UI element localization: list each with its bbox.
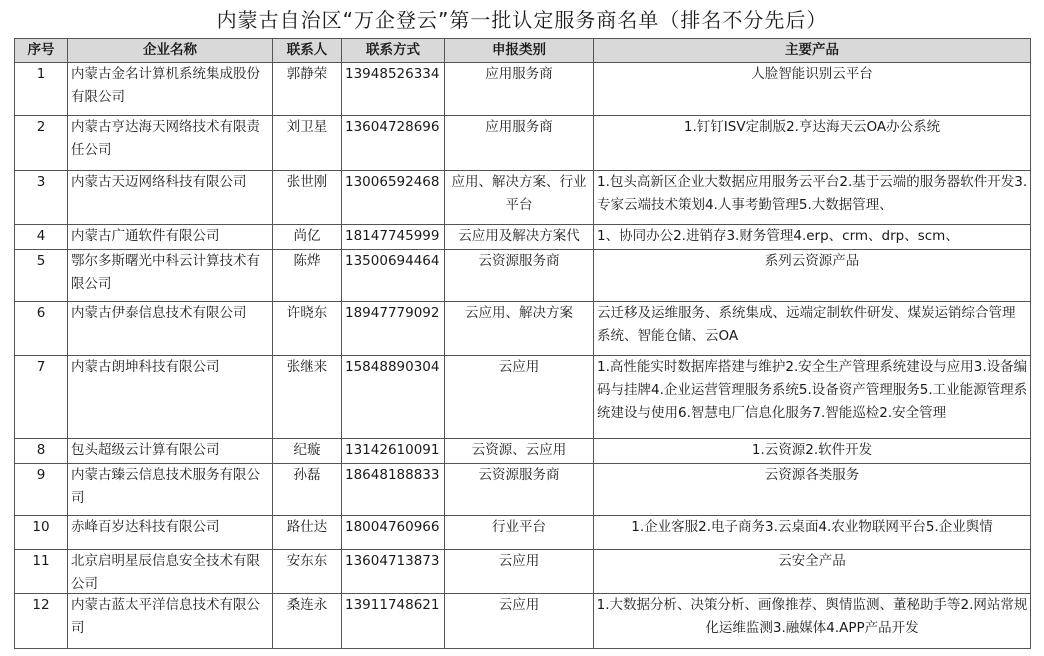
cell-product: 云资源各类服务 [594, 464, 1031, 516]
cell-no: 9 [15, 464, 68, 516]
cell-company: 内蒙古金名计算机系统集成股份有限公司 [68, 63, 273, 116]
cell-product: 1.钉钉ISV定制版2.亨达海天云OA办公系统 [594, 116, 1031, 171]
table-row [15, 116, 1031, 171]
cell-contact: 孙磊 [273, 464, 342, 516]
cell-company: 内蒙古广通软件有限公司 [68, 225, 273, 250]
cell-contact: 桑连永 [273, 594, 342, 649]
cell-no: 12 [15, 594, 68, 649]
table-row [15, 594, 1031, 649]
cell-product: 系列云资源产品 [594, 250, 1031, 302]
table-row [15, 171, 1031, 225]
cell-no: 6 [15, 302, 68, 356]
cell-company: 赤峰百岁达科技有限公司 [68, 516, 273, 550]
cell-company: 内蒙古亨达海天网络技术有限责任公司 [68, 116, 273, 171]
cell-category: 应用服务商 [445, 116, 594, 171]
cell-company: 内蒙古伊泰信息技术有限公司 [68, 302, 273, 356]
cell-product: 1.大数据分析、决策分析、画像推荐、舆情监测、董秘助手等2.网站常规化运维监测3.融媒体4.APP产品开发 [594, 594, 1031, 649]
cell-product: 1.云资源2.软件开发 [594, 439, 1031, 464]
header-contact: 联系人 [273, 39, 342, 63]
header-product: 主要产品 [594, 39, 1031, 63]
table-row [15, 63, 1031, 116]
cell-no: 4 [15, 225, 68, 250]
cell-no: 1 [15, 63, 68, 116]
cell-phone: 13006592468 [342, 171, 445, 225]
cell-product: 1、协同办公2.进销存3.财务管理4.erp、crm、drp、scm、 [594, 225, 1031, 250]
cell-no: 7 [15, 356, 68, 439]
cell-contact: 安东东 [273, 550, 342, 594]
cell-category: 云应用 [445, 356, 594, 439]
cell-company: 鄂尔多斯曙光中科云计算技术有限公司 [68, 250, 273, 302]
cell-contact: 陈烨 [273, 250, 342, 302]
cell-contact: 张世刚 [273, 171, 342, 225]
cell-no: 11 [15, 550, 68, 594]
header-row [15, 39, 1031, 63]
cell-product: 1.企业客服2.电子商务3.云桌面4.农业物联网平台5.企业舆情 [594, 516, 1031, 550]
cell-phone: 13604728696 [342, 116, 445, 171]
cell-no: 5 [15, 250, 68, 302]
cell-contact: 尚亿 [273, 225, 342, 250]
cell-phone: 18004760966 [342, 516, 445, 550]
cell-product: 1.包头高新区企业大数据应用服务云平台2.基于云端的服务器软件开发3.专家云端技术策划4.人事考勤管理5.大数据管理、 [594, 171, 1031, 225]
table-row [15, 302, 1031, 356]
header-company: 企业名称 [68, 39, 273, 63]
table-row [15, 516, 1031, 550]
cell-no: 10 [15, 516, 68, 550]
cell-category: 云资源、云应用 [445, 439, 594, 464]
header-no: 序号 [15, 39, 68, 63]
cell-contact: 刘卫星 [273, 116, 342, 171]
cell-company: 内蒙古朗坤科技有限公司 [68, 356, 273, 439]
cell-category: 应用服务商 [445, 63, 594, 116]
cell-contact: 纪璇 [273, 439, 342, 464]
cell-phone: 13142610091 [342, 439, 445, 464]
table-row [15, 356, 1031, 439]
cell-no: 2 [15, 116, 68, 171]
cell-contact: 郭静荣 [273, 63, 342, 116]
table-row [15, 464, 1031, 516]
cell-company: 包头超级云计算有限公司 [68, 439, 273, 464]
cell-category: 云应用 [445, 550, 594, 594]
header-category: 申报类别 [445, 39, 594, 63]
table-row [15, 439, 1031, 464]
cell-category: 云资源服务商 [445, 250, 594, 302]
cell-company: 内蒙古臻云信息技术服务有限公司 [68, 464, 273, 516]
cell-category: 云应用及解决方案代 [445, 225, 594, 250]
cell-phone: 13500694464 [342, 250, 445, 302]
cell-no: 8 [15, 439, 68, 464]
cell-company: 内蒙古蓝太平洋信息技术有限公司 [68, 594, 273, 649]
cell-category: 云资源服务商 [445, 464, 594, 516]
header-phone: 联系方式 [342, 39, 445, 63]
cell-category: 云应用 [445, 594, 594, 649]
table-row [15, 225, 1031, 250]
cell-product: 云安全产品 [594, 550, 1031, 594]
cell-phone: 18648188833 [342, 464, 445, 516]
page-title: 内蒙古自治区“万企登云”第一批认定服务商名单（排名不分先后） [216, 8, 828, 32]
cell-category: 行业平台 [445, 516, 594, 550]
cell-product: 1.高性能实时数据库搭建与维护2.安全生产管理系统建设与应用3.设备编码与挂牌4.企业运营管理服务系统5.设备资产管理服务5.工业能源管理系统建设与使用6.智慧电厂信息化服务7.智能巡检2.安全管理 [594, 356, 1031, 439]
cell-phone: 13911748621 [342, 594, 445, 649]
provider-table [14, 38, 1031, 649]
cell-phone: 13948526334 [342, 63, 445, 116]
cell-phone: 13604713873 [342, 550, 445, 594]
cell-phone: 15848890304 [342, 356, 445, 439]
cell-phone: 18947779092 [342, 302, 445, 356]
cell-product: 云迁移及运维服务、系统集成、远端定制软件研发、煤炭运销综合管理系统、智能仓储、云OA [594, 302, 1031, 356]
table-row [15, 550, 1031, 594]
cell-category: 应用、解决方案、行业平台 [445, 171, 594, 225]
cell-contact: 路仕达 [273, 516, 342, 550]
cell-category: 云应用、解决方案 [445, 302, 594, 356]
table-row [15, 250, 1031, 302]
cell-contact: 许晓东 [273, 302, 342, 356]
cell-company: 北京启明星辰信息安全技术有限公司 [68, 550, 273, 594]
cell-product: 人脸智能识别云平台 [594, 63, 1031, 116]
cell-phone: 18147745999 [342, 225, 445, 250]
cell-company: 内蒙古天迈网络科技有限公司 [68, 171, 273, 225]
cell-no: 3 [15, 171, 68, 225]
cell-contact: 张继来 [273, 356, 342, 439]
